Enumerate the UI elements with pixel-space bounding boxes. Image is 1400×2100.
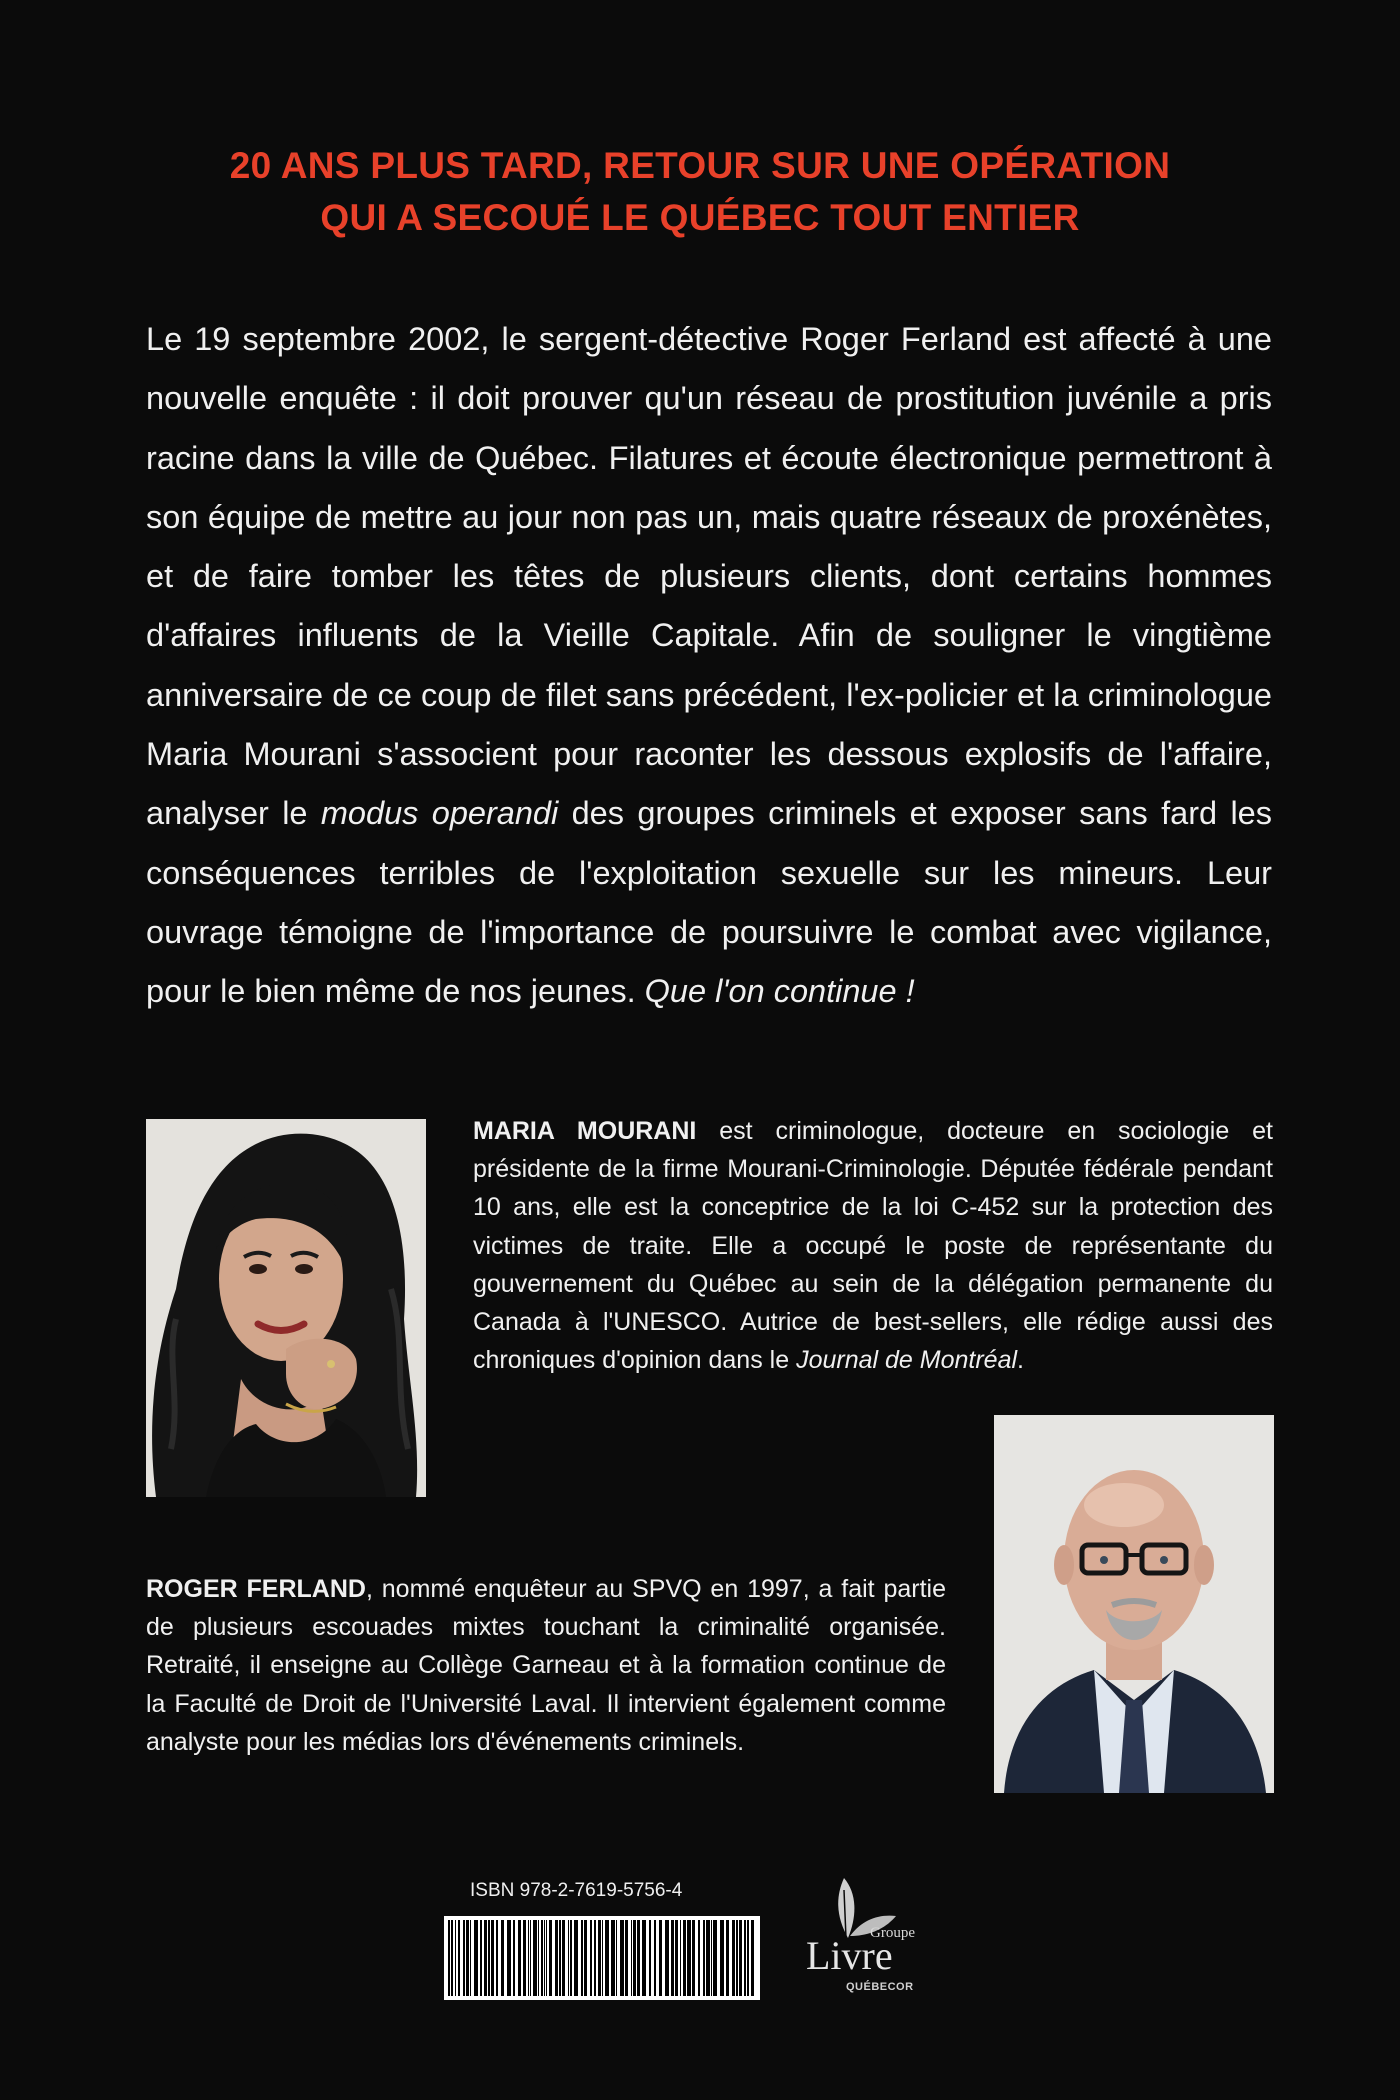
barcode — [444, 1916, 760, 2000]
roger-portrait-drawing — [994, 1415, 1274, 1793]
barcode-bar — [463, 1920, 465, 1996]
maria-mourani-bio — [473, 1112, 1273, 1379]
headline-line-1: 20 ANS PLUS TARD, RETOUR SUR UNE OPÉRATION — [229, 145, 1171, 186]
barcode-bar — [620, 1920, 624, 1996]
barcode-bar — [474, 1920, 478, 1996]
barcode-bar — [590, 1920, 592, 1996]
barcode-bar — [671, 1920, 674, 1996]
barcode-bar — [562, 1920, 565, 1996]
barcode-bar — [491, 1920, 494, 1996]
barcode-bar — [744, 1920, 746, 1996]
maria-bio-text: est criminologue, docteure en sociologie et présidente de la firme Mourani-Criminologie. Députée fédérale pendant 10 ans, elle est la conceptrice de la loi C-452 sur la protection des victimes de traite. Elle a occupé le poste de représentante du gouvernement du Québec au sein de la délégation permanente du Canada à l'UNESCO. Autrice de best-sellers, elle rédige aussi des chroniques d'opinion dans le — [473, 1117, 1273, 1375]
barcode-bar — [605, 1920, 609, 1996]
barcode-bar — [649, 1920, 651, 1996]
summary-italic-closing: Que l'on continue ! — [644, 973, 915, 1010]
barcode-bar — [448, 1920, 450, 1996]
barcode-bar — [683, 1920, 686, 1996]
barcode-bar — [530, 1920, 531, 1996]
barcode-bar — [736, 1920, 738, 1996]
barcode-bar — [455, 1920, 456, 1996]
barcode-bar — [501, 1920, 504, 1996]
barcode-bar — [480, 1920, 482, 1996]
barcode-bar — [747, 1920, 749, 1996]
summary-italic-modus: modus operandi — [320, 795, 559, 832]
maria-bio-italic: Journal de Montréal — [796, 1346, 1018, 1375]
barcode-bar — [584, 1920, 587, 1996]
barcode-bar — [513, 1920, 515, 1996]
barcode-bar — [687, 1920, 691, 1996]
roger-ferland-bio — [146, 1570, 946, 1761]
barcode-bar — [496, 1920, 498, 1996]
maria-mourani-photo — [146, 1119, 426, 1497]
barcode-bar — [559, 1920, 561, 1996]
headline-line-2: QUI A SECOUÉ LE QUÉBEC TOUT ENTIER — [320, 197, 1080, 238]
barcode-bar — [751, 1920, 754, 1996]
barcode-bar — [625, 1920, 628, 1996]
barcode-bar — [706, 1920, 710, 1996]
isbn-block — [444, 1880, 760, 2000]
barcode-bar — [546, 1920, 547, 1996]
barcode-bar — [484, 1920, 487, 1996]
barcode-bar — [602, 1920, 603, 1996]
headline — [0, 140, 1400, 244]
logo-groupe-text: Groupe — [870, 1925, 915, 1941]
barcode-bar — [470, 1920, 471, 1996]
logo-quebecor-text: QUÉBECOR — [846, 1981, 914, 1993]
barcode-bar — [713, 1920, 717, 1996]
barcode-bar — [633, 1920, 636, 1996]
barcode-bar — [720, 1920, 724, 1996]
barcode-bar — [726, 1920, 729, 1996]
roger-bio-text: , nommé enquêteur au SPVQ en 1997, a fait partie de plusieurs escouades mixtes touchant la criminalité organisée. Retraité, il enseigne au Collège Garneau et à la formation continue de la Faculté de Droit de l'Université Laval. Il intervient également comme analyste pour les médias lors d'événements criminels. — [146, 1575, 946, 1756]
barcode-bar — [711, 1920, 712, 1996]
barcode-bar — [616, 1920, 617, 1996]
barcode-bar — [680, 1920, 681, 1996]
roger-name: ROGER FERLAND — [146, 1575, 366, 1603]
barcode-bar — [739, 1920, 742, 1996]
barcode-bar — [581, 1920, 583, 1996]
barcode-bar — [549, 1920, 552, 1996]
publisher-logo — [778, 1870, 928, 2020]
barcode-bar — [458, 1920, 460, 1996]
maria-bio-end: . — [1017, 1346, 1024, 1375]
barcode-bar — [642, 1920, 646, 1996]
barcode-bar — [631, 1920, 632, 1996]
barcode-bar — [488, 1920, 490, 1996]
barcode-bar — [451, 1920, 453, 1996]
barcode-bar — [518, 1920, 521, 1996]
barcode-bar — [466, 1920, 469, 1996]
barcode-bar — [611, 1920, 615, 1996]
barcode-bar — [659, 1920, 662, 1996]
barcode-bar — [507, 1920, 511, 1996]
barcode-bar — [637, 1920, 640, 1996]
barcode-bar — [528, 1920, 529, 1996]
summary-text-2: des groupes criminels et exposer sans fard les conséquences terribles de l'exploitation sexuelle sur les mineurs. Leur ouvrage témoigne de l'importance de poursuivre le combat avec vigilance, pour le bien même de nos jeunes. — [146, 795, 1272, 1010]
barcode-bar — [654, 1920, 656, 1996]
barcode-bar — [598, 1920, 601, 1996]
summary-text-1: Le 19 septembre 2002, le sergent-détective Roger Ferland est affecté à une nouvelle enquête : il doit prouver qu'un réseau de prostitution juvénile a pris racine dans la ville de Québec. Filatures et écoute électronique permettront à son équipe de mettre au jour non pas un, mais quatre réseaux de proxénètes, et de faire tomber les têtes de plusieurs clients, dont certains hommes d'affaires influents de la Vieille Capitale. Afin de souligner le vingtième anniversaire de ce coup de filet sans précédent, l'ex-policier et la criminologue Maria Mourani s'associent pour raconter les dessous explosifs de l'affaire, analyser le — [146, 321, 1272, 832]
barcode-bar — [703, 1920, 705, 1996]
barcode-bar — [568, 1920, 569, 1996]
logo-livre-text: Livre — [806, 1933, 893, 1978]
barcode-bar — [541, 1920, 543, 1996]
barcode-bar — [594, 1920, 596, 1996]
isbn-label: ISBN 978-2-7619-5756-4 — [470, 1880, 683, 1901]
maria-name: MARIA MOURANI — [473, 1117, 697, 1145]
book-summary — [146, 310, 1272, 1022]
barcode-bars — [444, 1916, 760, 2000]
maria-portrait-drawing — [146, 1119, 426, 1497]
barcode-bar — [555, 1920, 558, 1996]
barcode-bar — [732, 1920, 735, 1996]
barcode-bar — [692, 1920, 695, 1996]
roger-ferland-photo — [994, 1415, 1274, 1793]
barcode-bar — [675, 1920, 678, 1996]
barcode-bar — [665, 1920, 669, 1996]
barcode-bar — [538, 1920, 539, 1996]
barcode-bar — [574, 1920, 578, 1996]
barcode-bar — [570, 1920, 572, 1996]
barcode-bar — [533, 1920, 537, 1996]
barcode-bar — [698, 1920, 700, 1996]
barcode-bar — [544, 1920, 545, 1996]
barcode-bar — [523, 1920, 526, 1996]
